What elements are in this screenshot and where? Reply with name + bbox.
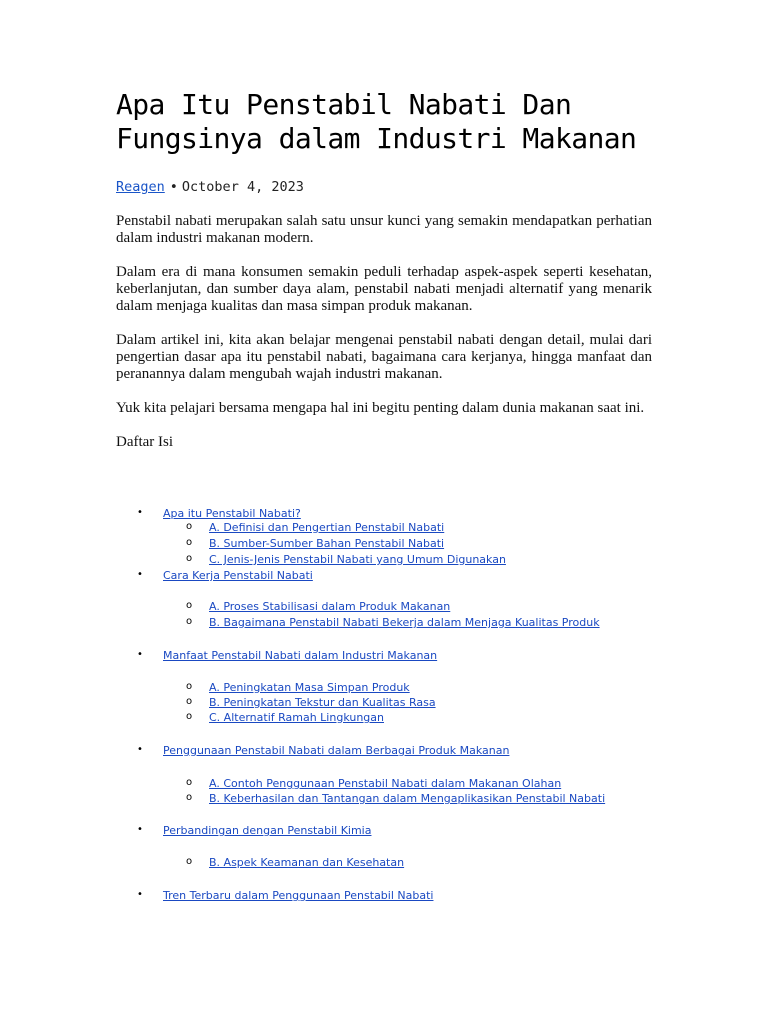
toc-subitem xyxy=(209,553,506,567)
toc-link[interactable]: Penggunaan Penstabil Nabati dalam Berbagai Produk Makanan xyxy=(163,744,510,757)
toc-link[interactable]: B. Bagaimana Penstabil Nabati Bekerja dalam Menjaga Kualitas Produk xyxy=(209,616,600,629)
toc-subitem xyxy=(209,681,410,695)
disc-bullet-icon: • xyxy=(137,824,143,835)
toc-link[interactable]: B. Peningkatan Tekstur dan Kualitas Rasa xyxy=(209,696,436,709)
toc-heading: Daftar Isi xyxy=(116,434,174,450)
circle-bullet-icon: o xyxy=(186,553,193,564)
circle-bullet-icon: o xyxy=(186,792,193,803)
paragraph-context: Dalam era di mana konsumen semakin peduli terhadap aspek-aspek seperti kesehatan, keberlanjutan, dan sumber daya alam, penstabil nabati menjadi alternatif yang menarik dalam menjaga kualitas dan masa simpan produk makanan. xyxy=(116,264,652,314)
toc-item xyxy=(163,569,313,583)
circle-bullet-icon: o xyxy=(186,681,193,692)
disc-bullet-icon: • xyxy=(137,649,143,660)
toc-subitem xyxy=(209,856,404,870)
article-title-line-1: Apa Itu Penstabil Nabati Dan xyxy=(116,88,572,121)
toc-link[interactable]: A. Peningkatan Masa Simpan Produk xyxy=(209,681,410,694)
toc-item xyxy=(163,824,371,838)
circle-bullet-icon: o xyxy=(186,600,193,611)
paragraph-overview: Dalam artikel ini, kita akan belajar mengenai penstabil nabati dengan detail, mulai dari pengertian dasar apa itu penstabil nabati, bagaimana cara kerjanya, hingga manfaat dan peranannya dalam mengubah wajah industri makanan. xyxy=(116,332,652,382)
paragraph-invitation: Yuk kita pelajari bersama mengapa hal ini begitu penting dalam dunia makanan saat ini. xyxy=(116,400,645,416)
toc-subitem xyxy=(209,696,436,710)
toc-subitem xyxy=(209,600,450,614)
toc-subitem xyxy=(209,537,444,551)
circle-bullet-icon: o xyxy=(186,537,193,548)
toc-link[interactable]: Cara Kerja Penstabil Nabati xyxy=(163,569,313,582)
toc-subitem xyxy=(209,711,384,725)
toc-item xyxy=(163,649,437,663)
toc-link[interactable]: B. Keberhasilan dan Tantangan dalam Mengaplikasikan Penstabil Nabati xyxy=(209,792,606,805)
circle-bullet-icon: o xyxy=(186,521,193,532)
toc-link[interactable]: C. Jenis-Jenis Penstabil Nabati yang Umum Digunakan xyxy=(209,553,506,566)
article-title xyxy=(116,88,652,156)
toc-item xyxy=(163,889,433,903)
toc-link[interactable]: Perbandingan dengan Penstabil Kimia xyxy=(163,824,372,837)
toc-subitem xyxy=(209,616,600,630)
article-body xyxy=(116,213,652,451)
disc-bullet-icon: • xyxy=(137,744,143,755)
toc-link[interactable]: A. Proses Stabilisasi dalam Produk Makanan xyxy=(209,600,451,613)
toc-link[interactable]: Tren Terbaru dalam Penggunaan Penstabil Nabati xyxy=(163,889,434,902)
toc-link[interactable]: Apa itu Penstabil Nabati? xyxy=(163,507,301,520)
toc-link[interactable]: A. Contoh Penggunaan Penstabil Nabati dalam Makanan Olahan xyxy=(209,777,562,790)
article-title-line-2: Fungsinya dalam Industri Makanan xyxy=(116,122,637,155)
toc-link[interactable]: B. Sumber-Sumber Bahan Penstabil Nabati xyxy=(209,537,445,550)
paragraph-intro: Penstabil nabati merupakan salah satu unsur kunci yang semakin mendapatkan perhatian dalam industri makanan modern. xyxy=(116,213,652,246)
meta-separator: • xyxy=(169,179,178,195)
disc-bullet-icon: • xyxy=(137,507,143,518)
circle-bullet-icon: o xyxy=(186,616,193,627)
article xyxy=(116,88,652,451)
toc-link[interactable]: Manfaat Penstabil Nabati dalam Industri Makanan xyxy=(163,649,438,662)
toc-subitem xyxy=(209,777,561,791)
disc-bullet-icon: • xyxy=(137,569,143,580)
toc-item xyxy=(163,507,301,521)
toc-subitem xyxy=(209,521,444,535)
article-meta xyxy=(116,178,652,196)
publish-date: October 4, 2023 xyxy=(181,179,304,195)
disc-bullet-icon: • xyxy=(137,889,143,900)
circle-bullet-icon: o xyxy=(186,696,193,707)
toc-link[interactable]: C. Alternatif Ramah Lingkungan xyxy=(209,711,384,724)
circle-bullet-icon: o xyxy=(186,711,193,722)
circle-bullet-icon: o xyxy=(186,856,193,867)
circle-bullet-icon: o xyxy=(186,777,193,788)
toc-subitem xyxy=(209,792,605,806)
toc-item xyxy=(163,744,509,758)
toc-link[interactable]: A. Definisi dan Pengertian Penstabil Nabati xyxy=(209,521,445,534)
author-link[interactable]: Reagen xyxy=(116,179,165,195)
toc-link[interactable]: B. Aspek Keamanan dan Kesehatan xyxy=(209,856,405,869)
